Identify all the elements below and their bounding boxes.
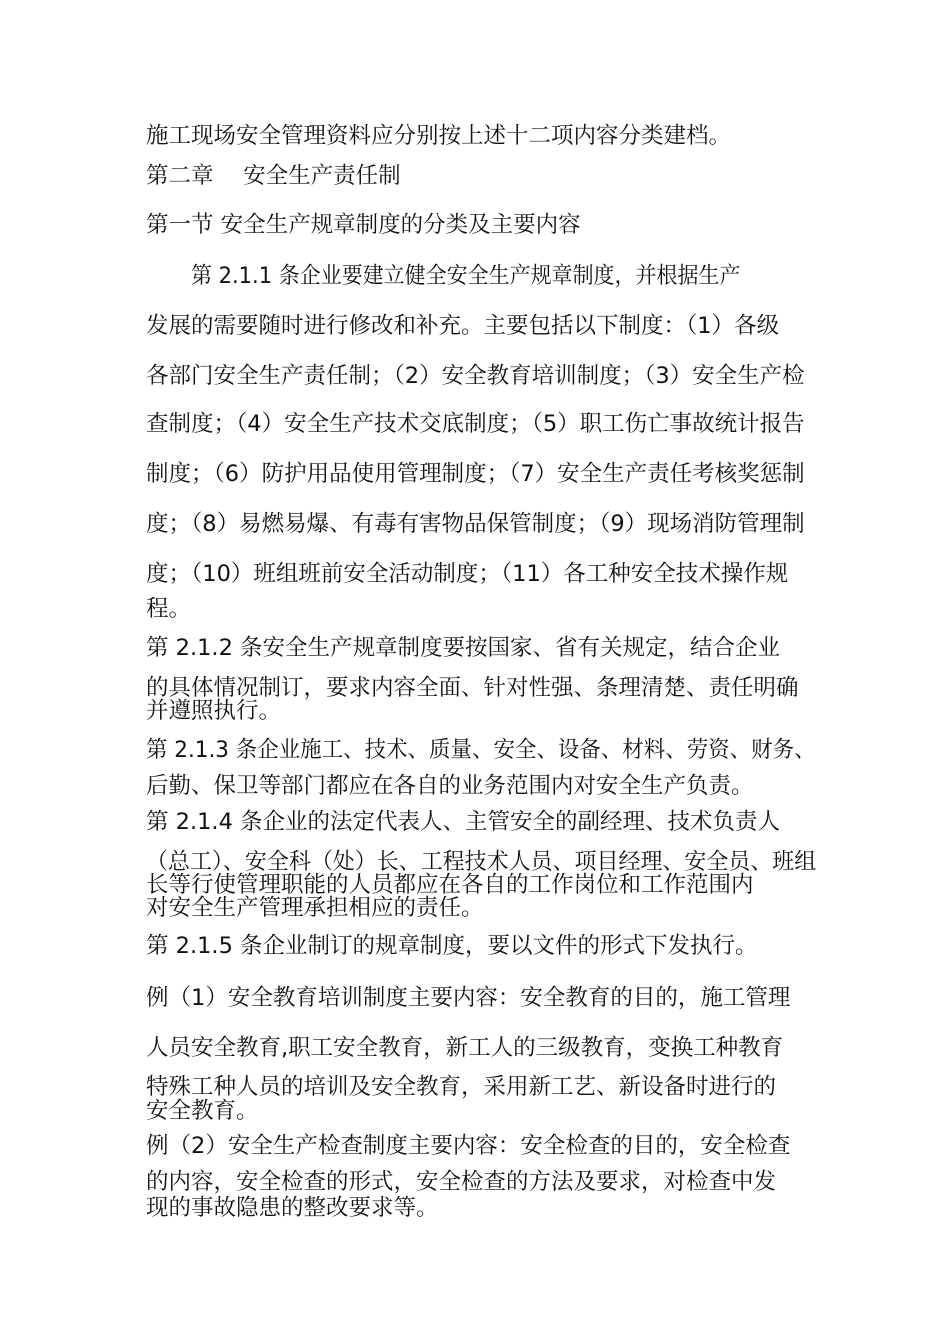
text-line: 第 2.1.3 条企业施工、技术、质量、安全、设备、材料、劳资、财务、 — [146, 737, 816, 763]
text-line: 发展的需要随时进行修改和补充。主要包括以下制度：（1）各级 — [146, 313, 780, 339]
section-heading: 第一节 安全生产规章制度的分类及主要内容 — [146, 212, 581, 238]
text-line: 第 2.1.2 条安全生产规章制度要按国家、省有关规定，结合企业 — [146, 635, 781, 661]
text-line: 度；（8）易燃易爆、有毒有害物品保管制度；（9）现场消防管理制 — [146, 511, 805, 537]
text-line: 特殊工种人员的培训及安全教育，采用新工艺、新设备时进行的 — [146, 1074, 777, 1100]
text-line: （总工）、安全科（处）长、工程技术人员、项目经理、安全员、班组 — [146, 849, 817, 875]
text-line: 各部门安全生产责任制；（2）安全教育培训制度；（3）安全生产检 — [146, 363, 805, 389]
text-line: 程。 — [146, 596, 192, 622]
text-line: 的内容，安全检查的形式，安全检查的方法及要求，对检查中发 — [146, 1169, 777, 1195]
text-line: 安全教育。 — [146, 1098, 259, 1124]
text-line: 长等行使管理职能的人员都应在各自的工作岗位和工作范围内 — [146, 872, 754, 898]
text-line: 现的事故隐患的整改要求等。 — [146, 1195, 439, 1221]
text-line: 第 2.1.1 条企业要建立健全安全生产规章制度，并根据生产 — [191, 263, 741, 289]
text-line: 后勤、保卫等部门都应在各自的业务范围内对安全生产负责。 — [146, 773, 754, 799]
text-line: 并遵照执行。 — [146, 698, 282, 724]
text-line: 第 2.1.5 条企业制订的规章制度，要以文件的形式下发执行。 — [146, 933, 758, 959]
text-line: 第 2.1.4 条企业的法定代表人、主管安全的副经理、技术负责人 — [146, 809, 781, 835]
text-line: 查制度；（4）安全生产技术交底制度；（5）职工伤亡事故统计报告 — [146, 411, 805, 437]
text-line: 人员安全教育,职工安全教育，新工人的三级教育，变换工种教育 — [146, 1035, 784, 1061]
text-line: 施工现场安全管理资料应分别按上述十二项内容分类建档。 — [146, 123, 732, 149]
text-line: 度；（10）班组班前安全活动制度；（11）各工种安全技术操作规 — [146, 561, 789, 587]
text-line: 制度；（6）防护用品使用管理制度；（7）安全生产责任考核奖惩制 — [146, 461, 805, 487]
chapter-heading: 第二章 安全生产责任制 — [146, 163, 401, 189]
text-line: 例（2）安全生产检查制度主要内容：安全检查的目的，安全检查 — [146, 1133, 791, 1159]
text-line: 的具体情况制订，要求内容全面、针对性强、条理清楚、责任明确 — [146, 675, 799, 701]
text-line: 例（1）安全教育培训制度主要内容：安全教育的目的，施工管理 — [146, 985, 791, 1011]
text-line: 对安全生产管理承担相应的责任。 — [146, 895, 484, 921]
